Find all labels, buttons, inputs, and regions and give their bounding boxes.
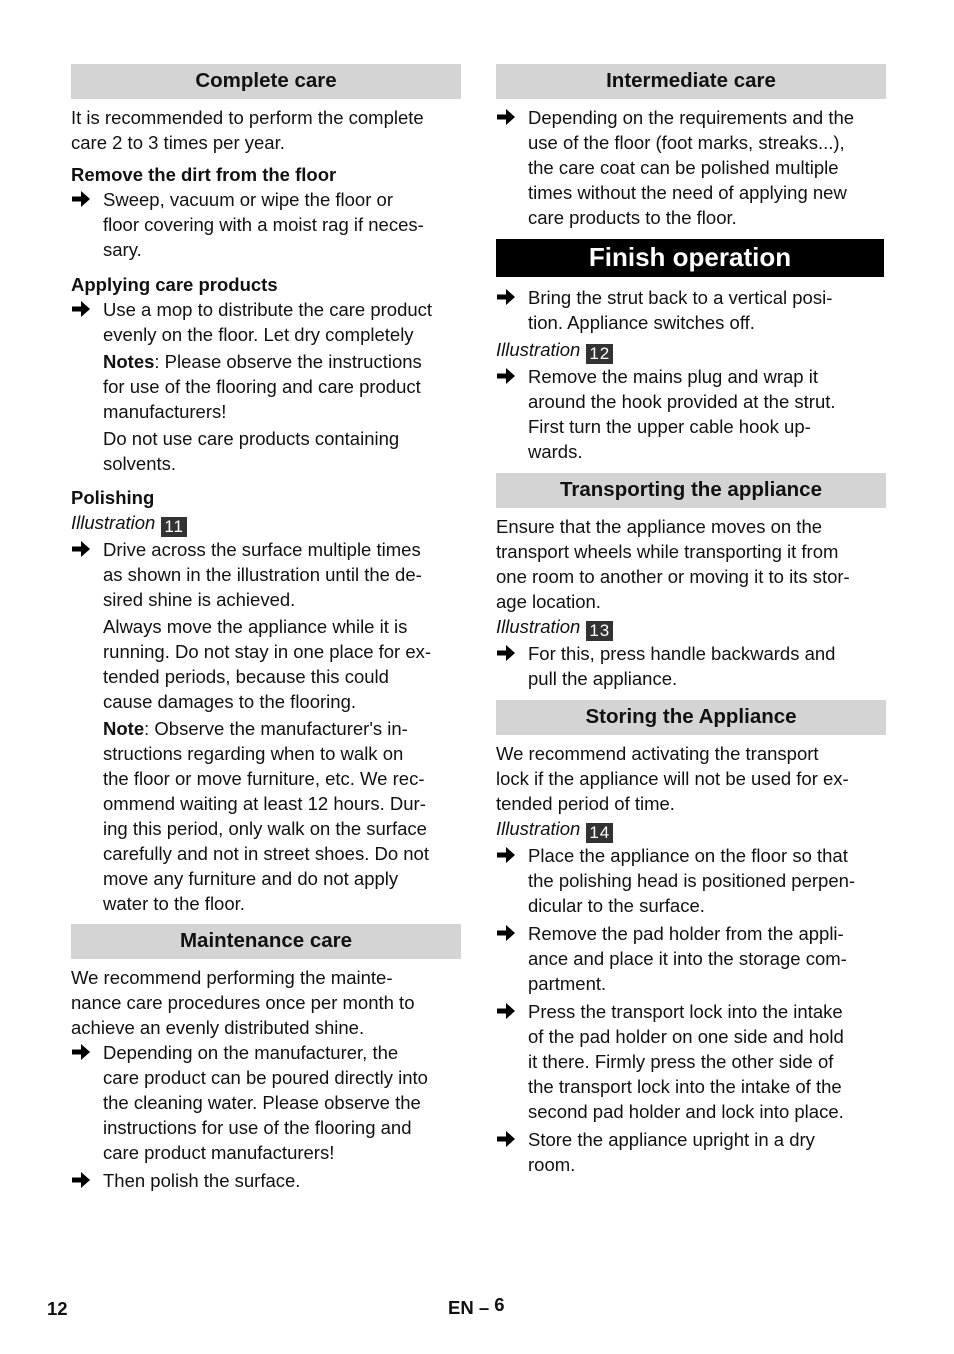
storing-bullet-1: Place the appliance on the floor so that the polishing head is positioned perpen- dicular to the surface. [496,843,886,918]
arrow-right-icon [496,844,516,866]
storing-bullet-4: Store the appliance upright in a dry room. [496,1127,886,1177]
maintenance-care-heading: Maintenance care [71,924,461,959]
page-number: 12 [47,1298,68,1319]
polishing-bullet: Drive across the surface multiple times as shown in the illustration until the de- sired shine is achieved. [71,537,461,612]
maintenance-intro: We recommend performing the mainte- nance care procedures once per month to achieve an evenly distributed shine. [71,967,415,1038]
illustration-number-badge: 12 [586,344,613,364]
footer-dash: – [478,1297,490,1318]
storing-intro: We recommend activating the transport lock if the appliance will not be used for ex- tended period of time. [496,743,849,814]
intermediate-care-heading: Intermediate care [496,64,886,99]
storing-bullet-3: Press the transport lock into the intake of the pad holder on one side and hold it there. Firmly press the other side of the transport lock into the intake of the second pad holder and lock into place. [496,999,886,1124]
remove-dirt-heading: Remove the dirt from the floor [71,164,337,185]
arrow-right-icon [71,1169,91,1191]
transporting-heading: Transporting the appliance [496,473,886,508]
arrow-right-icon [71,538,91,560]
arrow-right-icon [496,106,516,128]
remove-dirt-bullet: Sweep, vacuum or wipe the floor or floor covering with a moist rag if neces- sary. [71,187,461,262]
applying-extra: Do not use care products containing solvents. [103,428,400,474]
arrow-right-icon [71,1041,91,1063]
storing-bullet-2: Remove the pad holder from the appli- ance and place it into the storage com- partment. [496,921,886,996]
intermediate-bullet: Depending on the requirements and the use of the floor (foot marks, streaks...), the care coat can be polished multiple times without the need of applying new care products to the floor. [496,105,886,230]
arrow-right-icon [496,286,516,308]
polishing-paragraph: Always move the appliance while it is running. Do not stay in one place for ex- tended periods, because this could cause damages to the flooring. [103,616,432,712]
illustration-number-badge: 13 [586,621,613,641]
arrow-right-icon [496,642,516,664]
right-column [496,64,886,1177]
finish-bullet-2: Remove the mains plug and wrap it around the hook provided at the strut. First turn the upper cable hook up- wards. [496,364,886,464]
arrow-right-icon [496,365,516,387]
arrow-right-icon [71,188,91,210]
applying-notes: Notes: Please observe the instructions for use of the flooring and care product manufacturers! [103,351,422,422]
notes-label: Notes [103,351,155,372]
illustration-ref-14: Illustration 14 [496,816,886,843]
transport-intro: Ensure that the appliance moves on the transport wheels while transporting it from one room to another or moving it to its stor- age location. [496,516,850,612]
illustration-ref-12: Illustration 12 [496,337,886,364]
arrow-right-icon [496,922,516,944]
finish-bullet-1: Bring the strut back to a vertical posi- tion. Appliance switches off. [496,285,886,335]
left-column [71,64,461,1193]
section-page-number: 6 [494,1294,505,1315]
polishing-heading: Polishing [71,487,155,508]
maintenance-bullet-1: Depending on the manufacturer, the care product can be poured directly into the cleaning water. Please observe the instructions for use of the flooring and care product manufacturers! [71,1040,461,1165]
language-code: EN [448,1297,474,1318]
complete-care-heading: Complete care [71,64,461,99]
footer-section-ref [448,1294,505,1319]
arrow-right-icon [71,298,91,320]
note-label: Note [103,718,145,739]
illustration-ref-11: Illustration 11 [71,510,461,537]
illustration-number-badge: 11 [161,517,187,537]
complete-care-intro: It is recommended to perform the complete care 2 to 3 times per year. [71,107,424,153]
polishing-note: Note: Observe the manufacturer's in- structions regarding when to walk on the floor or move furniture, etc. We rec- ommend waiting at least 12 hours. Dur- ing this period, only walk on the surface carefully and not in street shoes. Do not move any furniture and do not apply water to the floor. [103,718,429,914]
maintenance-bullet-2: Then polish the surface. [71,1168,461,1193]
arrow-right-icon [496,1000,516,1022]
applying-care-heading: Applying care products [71,274,278,295]
illustration-number-badge: 14 [586,823,613,843]
transport-bullet: For this, press handle backwards and pull the appliance. [496,641,886,691]
illustration-ref-13: Illustration 13 [496,614,886,641]
finish-operation-heading: Finish operation [496,239,884,277]
applying-care-bullet: Use a mop to distribute the care product evenly on the floor. Let dry completely [71,297,461,347]
arrow-right-icon [496,1128,516,1150]
storing-heading: Storing the Appliance [496,700,886,735]
